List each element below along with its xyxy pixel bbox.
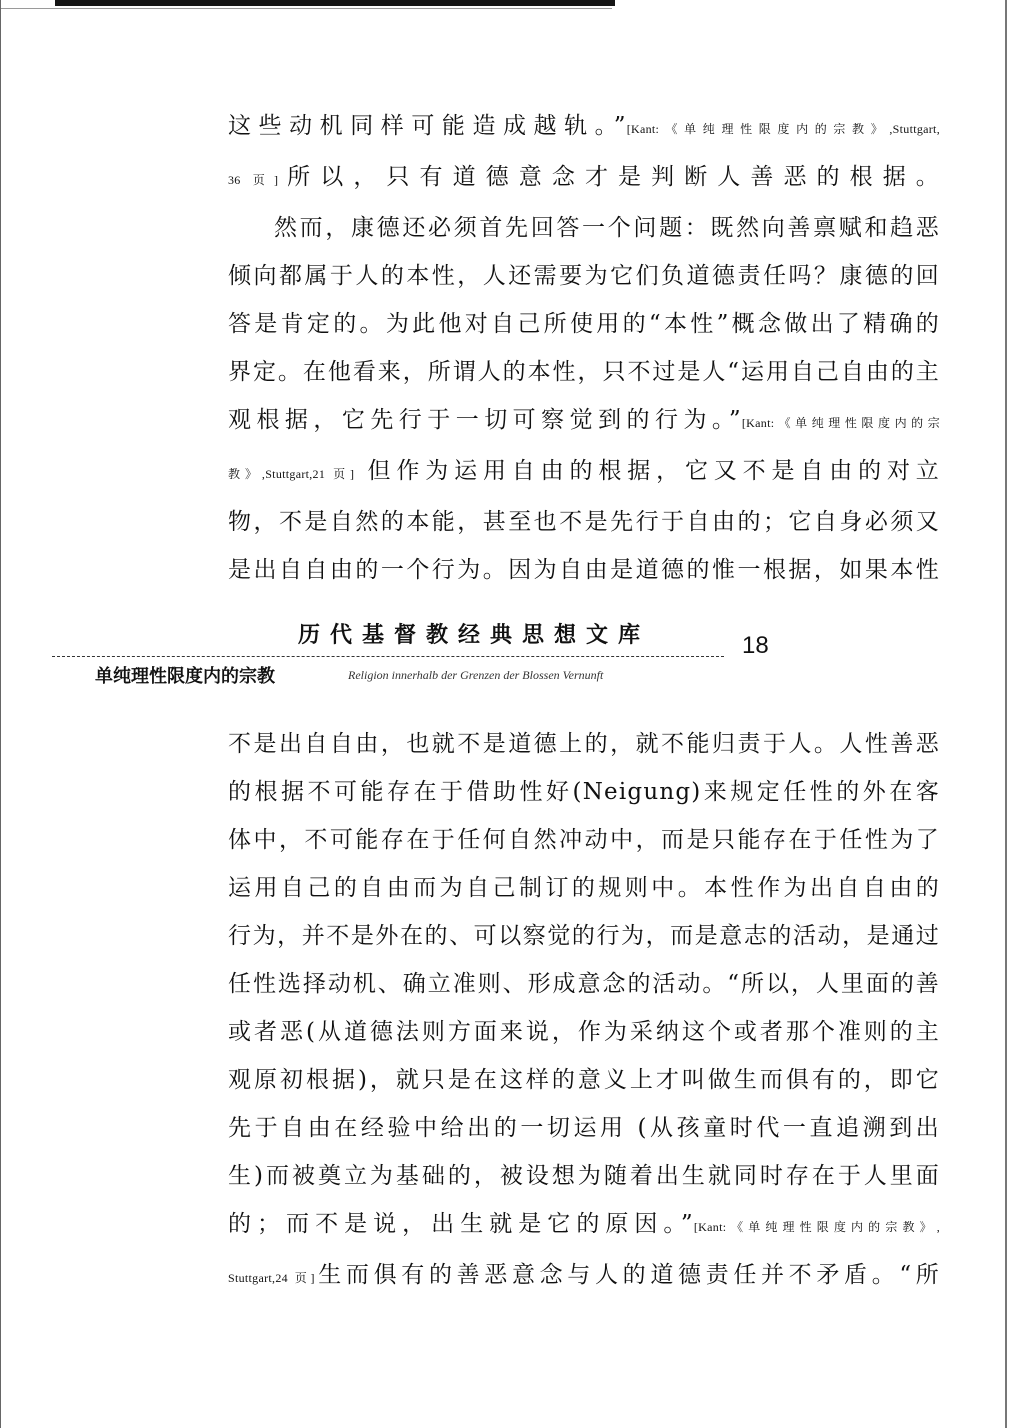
text-line: 体中，不可能存在于任何自然冲动中，而是只能存在于任性为了 <box>228 827 940 853</box>
text-line: 教》,Stuttgart,21 页] 但作为运用自由的根据，它又不是自由的对立 <box>228 458 940 484</box>
citation: 36 页] <box>228 173 279 187</box>
series-title: 历代基督教经典思想文库 <box>298 623 651 648</box>
text-line: 观根据，它先行于一切可察觉到的行为。”[Kant:《单纯理性限度内的宗 <box>228 407 940 433</box>
citation: [Kant:《单纯理性限度内的宗教》,Stuttgart, <box>626 122 940 136</box>
bottom-text-block <box>228 720 940 1302</box>
text-line: 生)而被奠立为基础的，被设想为随着出生就同时存在于人里面 <box>228 1163 940 1189</box>
citation: Stuttgart,24 页] <box>228 1271 315 1285</box>
text-line: 的根据不可能存在于借助性好(Neigung)来规定任性的外在客 <box>228 779 940 805</box>
book-title: 单纯理性限度内的宗教 <box>95 666 275 687</box>
text-line: 任性选择动机、确立准则、形成意念的活动。“所以，人里面的善 <box>228 971 940 997</box>
text-line: 这些动机同样可能造成越轨。”[Kant:《单纯理性限度内的宗教》,Stuttgart, <box>228 113 940 139</box>
citation: 教》,Stuttgart,21 页] <box>228 467 355 481</box>
text-line: 或者恶(从道德法则方面来说，作为采纳这个或者那个准则的主 <box>228 1019 940 1045</box>
page-number: 18 <box>742 632 769 659</box>
text-line: Stuttgart,24 页]生而俱有的善恶意念与人的道德责任并不矛盾。“所 <box>228 1262 940 1288</box>
text-line: 答是肯定的。为此他对自己所使用的“本性”概念做出了精确的 <box>228 311 940 337</box>
text-line: 不是出自自由，也就不是道德上的，就不能归责于人。人性善恶 <box>228 731 940 757</box>
text-line: 行为，并不是外在的、可以察觉的行为，而是意志的活动，是通过 <box>228 923 940 949</box>
top-text-block <box>228 102 940 594</box>
text-line: 界定。在他看来，所谓人的本性，只不过是人“运用自己自由的主 <box>228 359 940 385</box>
text-line: 倾向都属于人的本性，人还需要为它们负道德责任吗？康德的回 <box>228 263 940 289</box>
text-line: 先于自由在经验中给出的一切运用 (从孩童时代一直追溯到出 <box>228 1115 940 1141</box>
text-line: 物，不是自然的本能，甚至也不是先行于自由的；它自身必须又 <box>228 509 940 535</box>
text-line: 运用自己的自由而为自己制订的规则中。本性作为出自自由的 <box>228 875 940 901</box>
top-rule <box>55 0 615 6</box>
text-line: 观原初根据)，就只是在这样的意义上才叫做生而俱有的，即它 <box>228 1067 940 1093</box>
citation: [Kant:《单纯理性限度内的宗教》, <box>693 1220 940 1234</box>
page-right-edge <box>1005 0 1007 1428</box>
book-subtitle: Religion innerhalb der Grenzen der Blossen Vernunft <box>348 668 604 682</box>
top-rule-thin <box>0 8 612 9</box>
text-line: 是出自自由的一个行为。因为自由是道德的惟一根据，如果本性 <box>228 557 940 583</box>
header-dotted-rule <box>52 656 724 657</box>
text-line: 36 页]所以，只有道德意念才是判断人善恶的根据。 <box>228 164 940 190</box>
text-line: 然而，康德还必须首先回答一个问题：既然向善禀赋和趋恶 <box>274 215 940 241</box>
citation: [Kant:《单纯理性限度内的宗 <box>741 416 940 430</box>
text-line: 的；而不是说，出生就是它的原因。”[Kant:《单纯理性限度内的宗教》, <box>228 1211 940 1237</box>
page-left-edge <box>0 0 1 1428</box>
